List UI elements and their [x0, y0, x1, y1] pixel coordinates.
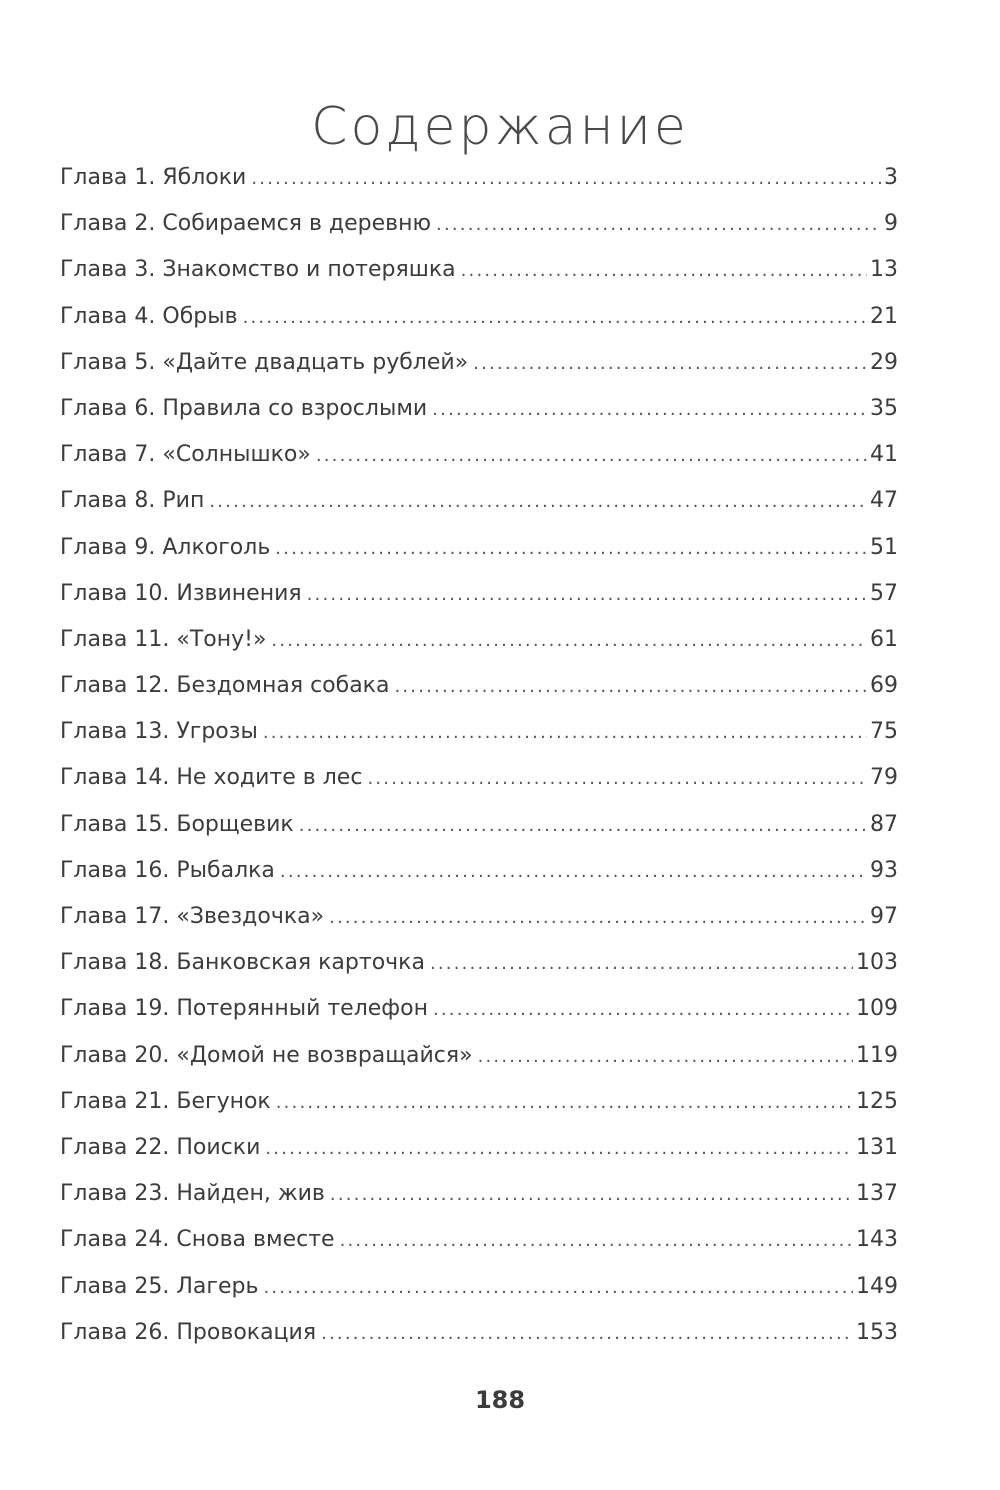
toc-entry-page: 125: [856, 1088, 898, 1114]
dot-leader: [307, 572, 867, 618]
toc-entry-page: 13: [870, 257, 898, 283]
toc-entry-title: Глава 21. Бегунок: [60, 1088, 271, 1114]
toc-entry-title: Глава 4. Обрыв: [60, 303, 238, 329]
dot-leader: [265, 1126, 853, 1172]
toc-entry[interactable]: [60, 247, 898, 293]
toc-entry-title: Глава 25. Лагерь: [60, 1273, 259, 1299]
toc-entry-page: 119: [856, 1042, 898, 1068]
toc-entry-title: Глава 1. Яблоки: [60, 165, 247, 190]
toc-entry[interactable]: [60, 478, 898, 524]
dot-leader: [276, 1080, 853, 1126]
toc-entry-title: Глава 2. Собираемся в деревню: [60, 211, 432, 237]
toc-entry-title: Глава 12. Бездомная собака: [60, 673, 390, 699]
toc-entry-title: Глава 19. Потерянный телефон: [60, 996, 428, 1022]
toc-entry[interactable]: [60, 1125, 898, 1171]
dot-leader: [432, 387, 867, 433]
toc-entry-title: Глава 23. Найден, жив: [60, 1181, 325, 1207]
toc-entry[interactable]: [60, 1171, 898, 1217]
dot-leader: [433, 987, 853, 1033]
toc-entry[interactable]: [60, 709, 898, 755]
dot-leader: [271, 618, 867, 664]
dot-leader: [436, 202, 881, 248]
dot-leader: [275, 526, 867, 572]
toc-entry-page: 57: [870, 580, 898, 606]
toc-entry-title: Глава 15. Борщевик: [60, 811, 294, 837]
toc-entry-page: 131: [856, 1134, 898, 1160]
toc-entry[interactable]: [60, 155, 898, 201]
toc-entry-title: Глава 18. Банковская карточка: [60, 950, 425, 976]
dot-leader: [461, 248, 867, 294]
toc-entry-title: Глава 8. Рип: [60, 488, 205, 514]
toc-entry-title: Глава 17. «Звездочка»: [60, 904, 325, 929]
toc-entry[interactable]: [60, 201, 898, 247]
toc-entry-page: 103: [856, 950, 898, 976]
toc-entry-title: Глава 26. Провокация: [60, 1319, 317, 1345]
dot-leader: [209, 479, 867, 525]
dot-leader: [473, 341, 867, 387]
dot-leader: [316, 433, 867, 479]
toc-entry[interactable]: [60, 986, 898, 1032]
toc-entry[interactable]: [60, 1310, 898, 1356]
toc-entry-title: Глава 14. Не ходите в лес: [60, 765, 363, 791]
toc-entry-title: Глава 13. Угрозы: [60, 719, 258, 745]
toc-entry[interactable]: [60, 1264, 898, 1310]
dot-leader: [478, 1034, 853, 1080]
toc-entry-title: Глава 24. Снова вместе: [60, 1227, 335, 1253]
toc-entry-page: 153: [856, 1319, 898, 1345]
toc-entry-title: Глава 16. Рыбалка: [60, 857, 275, 883]
toc-entry-page: 9: [884, 211, 898, 237]
toc-entry[interactable]: [60, 386, 898, 432]
dot-leader: [367, 756, 867, 802]
toc-entry-title: Глава 9. Алкоголь: [60, 534, 271, 560]
toc-entry-title: Глава 10. Извинения: [60, 580, 302, 606]
dot-leader: [430, 941, 853, 987]
dot-leader: [263, 710, 867, 756]
table-of-contents: [60, 155, 898, 1356]
toc-entry-title: Глава 3. Знакомство и потеряшка: [60, 257, 456, 283]
toc-entry-page: 109: [856, 996, 898, 1022]
dot-leader: [329, 895, 867, 941]
toc-entry-title: Глава 5. «Дайте двадцать рублей»: [60, 349, 469, 375]
toc-entry-page: 79: [870, 765, 898, 791]
toc-entry[interactable]: [60, 294, 898, 340]
toc-entry-title: Глава 6. Правила со взрослыми: [60, 395, 428, 421]
dot-leader: [263, 1265, 853, 1311]
toc-entry-page: 47: [870, 488, 898, 514]
dot-leader: [251, 156, 881, 202]
dot-leader: [280, 849, 867, 895]
dot-leader: [330, 1172, 853, 1218]
toc-entry[interactable]: [60, 340, 898, 386]
page-title: Содержание: [311, 96, 689, 157]
toc-entry[interactable]: [60, 1033, 898, 1079]
dot-leader: [394, 664, 867, 710]
toc-entry-page: 93: [870, 857, 898, 883]
toc-entry-page: 137: [856, 1181, 898, 1207]
toc-entry-title: Глава 11. «Тону!»: [60, 626, 267, 652]
toc-entry-page: 41: [870, 442, 898, 468]
toc-entry[interactable]: [60, 617, 898, 663]
toc-entry[interactable]: [60, 663, 898, 709]
dot-leader: [299, 803, 867, 849]
toc-entry[interactable]: [60, 525, 898, 571]
toc-entry[interactable]: [60, 755, 898, 801]
toc-entry[interactable]: [60, 940, 898, 986]
toc-entry[interactable]: [60, 894, 898, 940]
toc-entry[interactable]: [60, 432, 898, 478]
toc-entry-page: 3: [884, 165, 898, 190]
dot-leader: [243, 295, 867, 341]
toc-entry-page: 51: [870, 534, 898, 560]
toc-entry-title: Глава 7. «Солнышко»: [60, 442, 311, 468]
dot-leader: [321, 1311, 853, 1357]
toc-entry[interactable]: [60, 802, 898, 848]
toc-entry-title: Глава 22. Поиски: [60, 1134, 261, 1160]
toc-entry-page: 21: [870, 303, 898, 329]
toc-entry-page: 149: [856, 1273, 898, 1299]
toc-entry[interactable]: [60, 1079, 898, 1125]
toc-entry-page: 35: [870, 395, 898, 421]
toc-entry-title: Глава 20. «Домой не возвращайся»: [60, 1042, 473, 1068]
dot-leader: [340, 1218, 853, 1264]
toc-entry-page: 29: [870, 349, 898, 375]
toc-entry[interactable]: [60, 848, 898, 894]
toc-entry-page: 87: [870, 811, 898, 837]
page-number: 188: [474, 1386, 526, 1414]
toc-entry[interactable]: [60, 571, 898, 617]
toc-entry-page: 97: [870, 904, 898, 929]
toc-entry[interactable]: [60, 1217, 898, 1263]
toc-entry-page: 61: [870, 626, 898, 652]
toc-entry-page: 75: [870, 719, 898, 745]
toc-entry-page: 143: [856, 1227, 898, 1253]
toc-entry-page: 69: [870, 673, 898, 699]
